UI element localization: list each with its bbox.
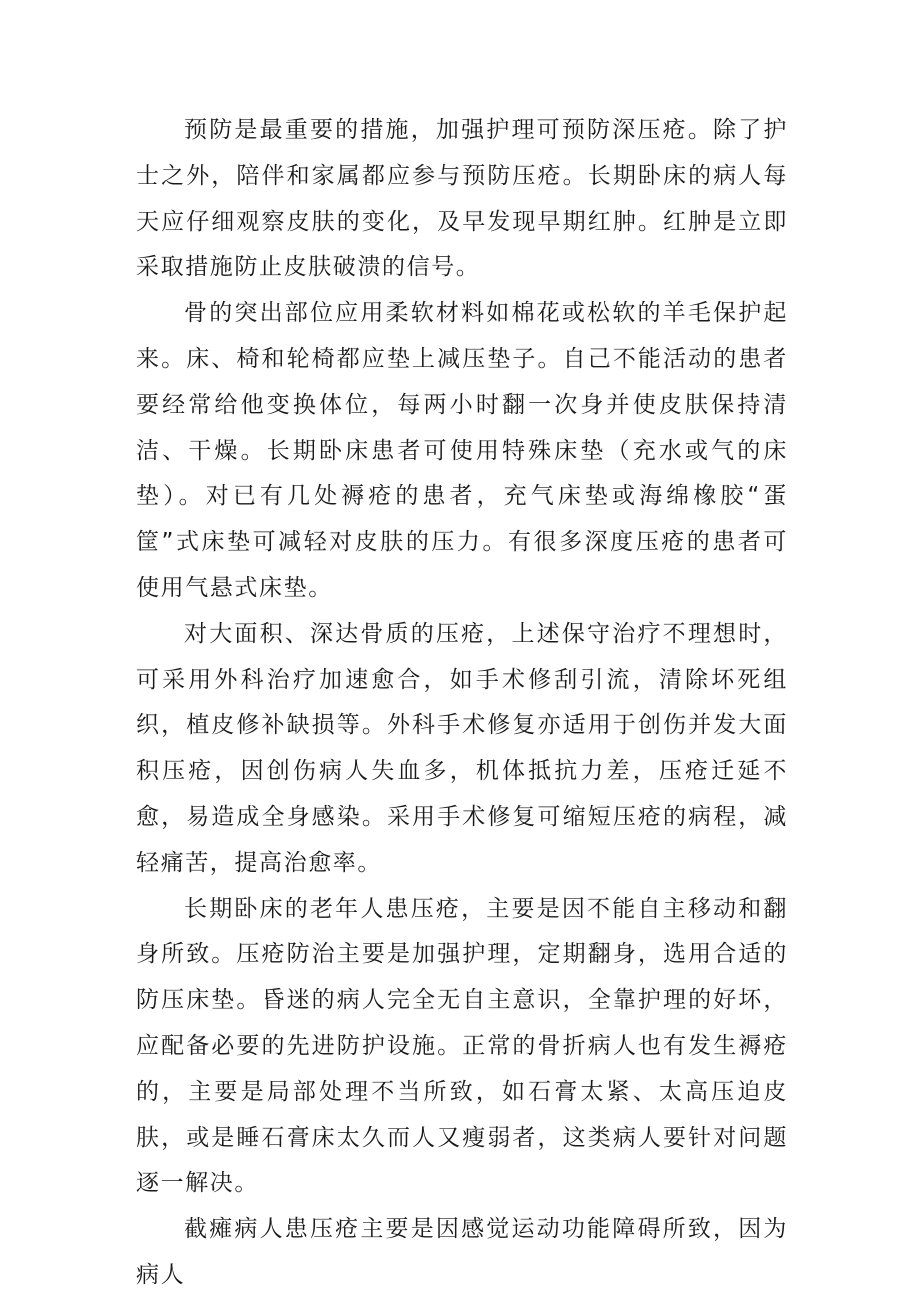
paragraph-protection: 骨的突出部位应用柔软材料如棉花或松软的羊毛保护起来。床、椅和轮椅都应垫上减压垫子。自己不能活动的患者要经常给他变换体位，每两小时翻一次身并使皮肤保持清洁、干燥。长期卧床患者可使用特殊床垫（充水或气的床垫）。对已有几处褥疮的患者，充气床垫或海绵橡胶“蛋筐”式床垫可减轻对皮肤的压力。有很多深度压疮的患者可使用气悬式床垫。 (136, 300, 788, 601)
paragraph-elderly: 长期卧床的老年人患压疮，主要是因不能自主移动和翻身所致。压疮防治主要是加强护理，定期翻身，选用合适的防压床垫。昏迷的病人完全无自主意识，全靠护理的好坏，应配备必要的先进防护设施。正常的骨折病人也有发生褥疮的，主要是局部处理不当所致，如石膏太紧、太高压迫皮肤，或是睡石膏床太久而人又瘦弱者，这类病人要针对问题逐一解决。 (136, 895, 788, 1197)
paragraph-surgery: 对大面积、深达骨质的压疮，上述保守治疗不理想时，可采用外科治疗加速愈合，如手术修刮引流，清除坏死组织，植皮修补缺损等。外科手术修复亦适用于创伤并发大面积压疮，因创伤病人失血多，机体抵抗力差，压疮迁延不愈，易造成全身感染。采用手术修复可缩短压疮的病程，减轻痛苦，提高治愈率。 (136, 620, 788, 876)
body-text (136, 108, 788, 1299)
paragraph-prevention: 预防是最重要的措施，加强护理可预防深压疮。除了护士之外，陪伴和家属都应参与预防压疮。长期卧床的病人每天应仔细观察皮肤的变化，及早发现早期红肿。红肿是立即采取措施防止皮肤破溃的信号。 (136, 117, 788, 281)
paragraph-paraplegia: 截瘫病人患压疮主要是因感觉运动功能障碍所致，因为病人 (136, 1216, 788, 1288)
